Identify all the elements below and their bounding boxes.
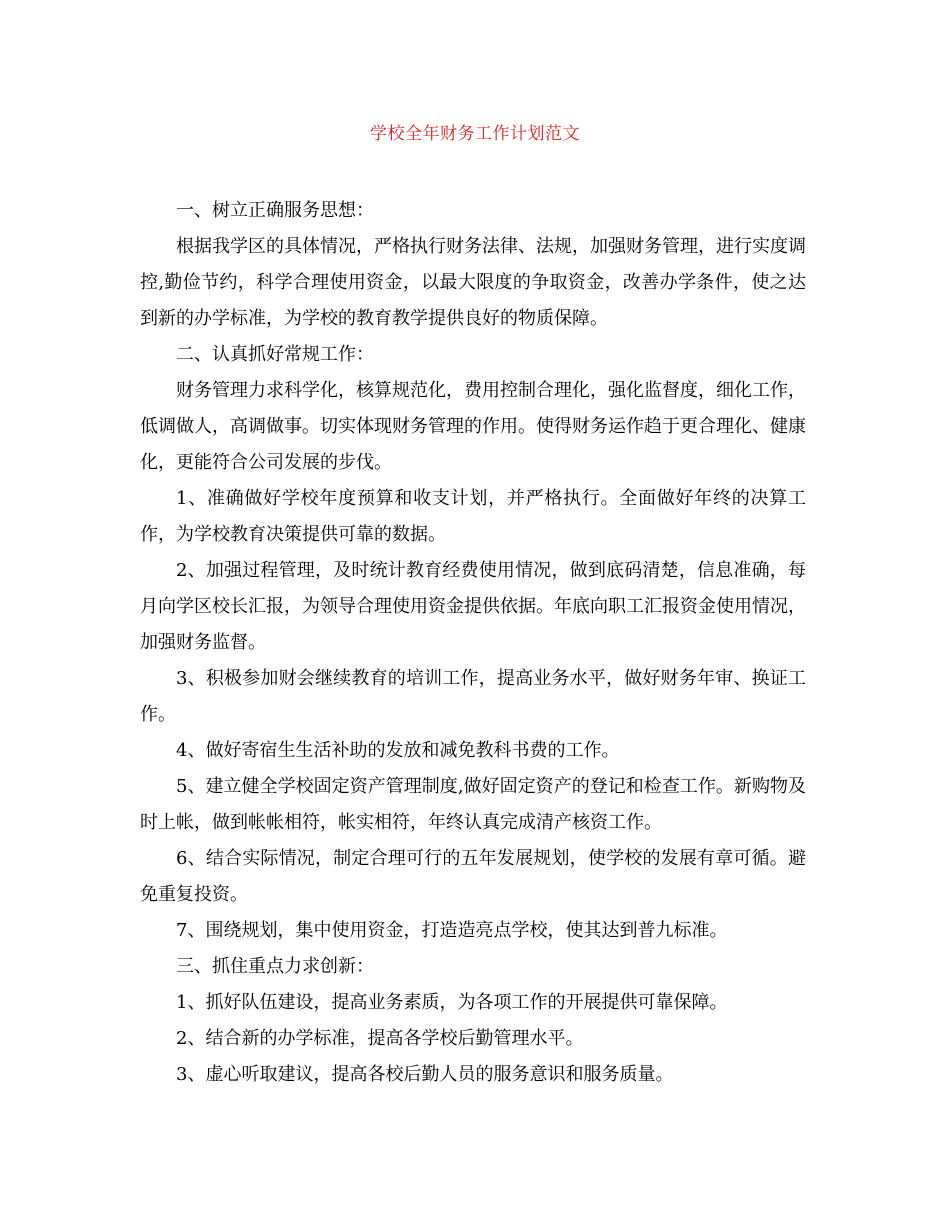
list-item: 7、围绕规划，集中使用资金，打造造亮点学校，使其达到普九标准。 <box>176 920 728 941</box>
section-heading: 三、抓住重点力求创新： <box>176 956 374 977</box>
list-item: 6、结合实际情况，制定合理可行的五年发展规划，使学校的发展有章可循。避免重复投资。 <box>140 848 806 905</box>
document-body <box>140 193 806 1093</box>
paragraph: 根据我学区的具体情况，严格执行财务法律、法规，加强财务管理，进行实度调控,勤俭节约，科学合理使用资金，以最大限度的争取资金，改善办学条件，使之达到新的办学标准，为学校的教育教学提供良好的物质保障。 <box>140 236 806 329</box>
list-item: 3、虚心听取建议，提高各校后勤人员的服务意识和服务质量。 <box>176 1064 674 1085</box>
list-item: 1、准确做好学校年度预算和收支计划，并严格执行。全面做好年终的决算工作，为学校教育决策提供可靠的数据。 <box>140 488 806 545</box>
list-item: 2、加强过程管理，及时统计教育经费使用情况，做到底码清楚，信息准确，每月向学区校长汇报，为领导合理使用资金提供依据。年底向职工汇报资金使用情况，加强财务监督。 <box>140 560 806 653</box>
paragraph: 财务管理力求科学化，核算规范化，费用控制合理化，强化监督度，细化工作，低调做人，高调做事。切实体现财务管理的作用。使得财务运作趋于更合理化、健康化，更能符合公司发展的步伐。 <box>140 380 806 473</box>
list-item: 2、结合新的办学标准，提高各学校后勤管理水平。 <box>176 1028 584 1049</box>
section-heading: 一、树立正确服务思想： <box>176 200 374 221</box>
list-item: 5、建立健全学校固定资产管理制度,做好固定资产的登记和检查工作。新购物及时上帐，做到帐帐相符，帐实相符，年终认真完成清产核资工作。 <box>140 776 806 833</box>
document-title: 学校全年财务工作计划范文 <box>370 124 580 144</box>
section-heading: 二、认真抓好常规工作： <box>176 344 374 365</box>
list-item: 1、抓好队伍建设，提高业务素质，为各项工作的开展提供可靠保障。 <box>176 992 728 1013</box>
list-item: 3、积极参加财会继续教育的培训工作，提高业务水平，做好财务年审、换证工作。 <box>140 668 806 725</box>
list-item: 4、做好寄宿生生活补助的发放和减免教科书费的工作。 <box>176 740 620 761</box>
